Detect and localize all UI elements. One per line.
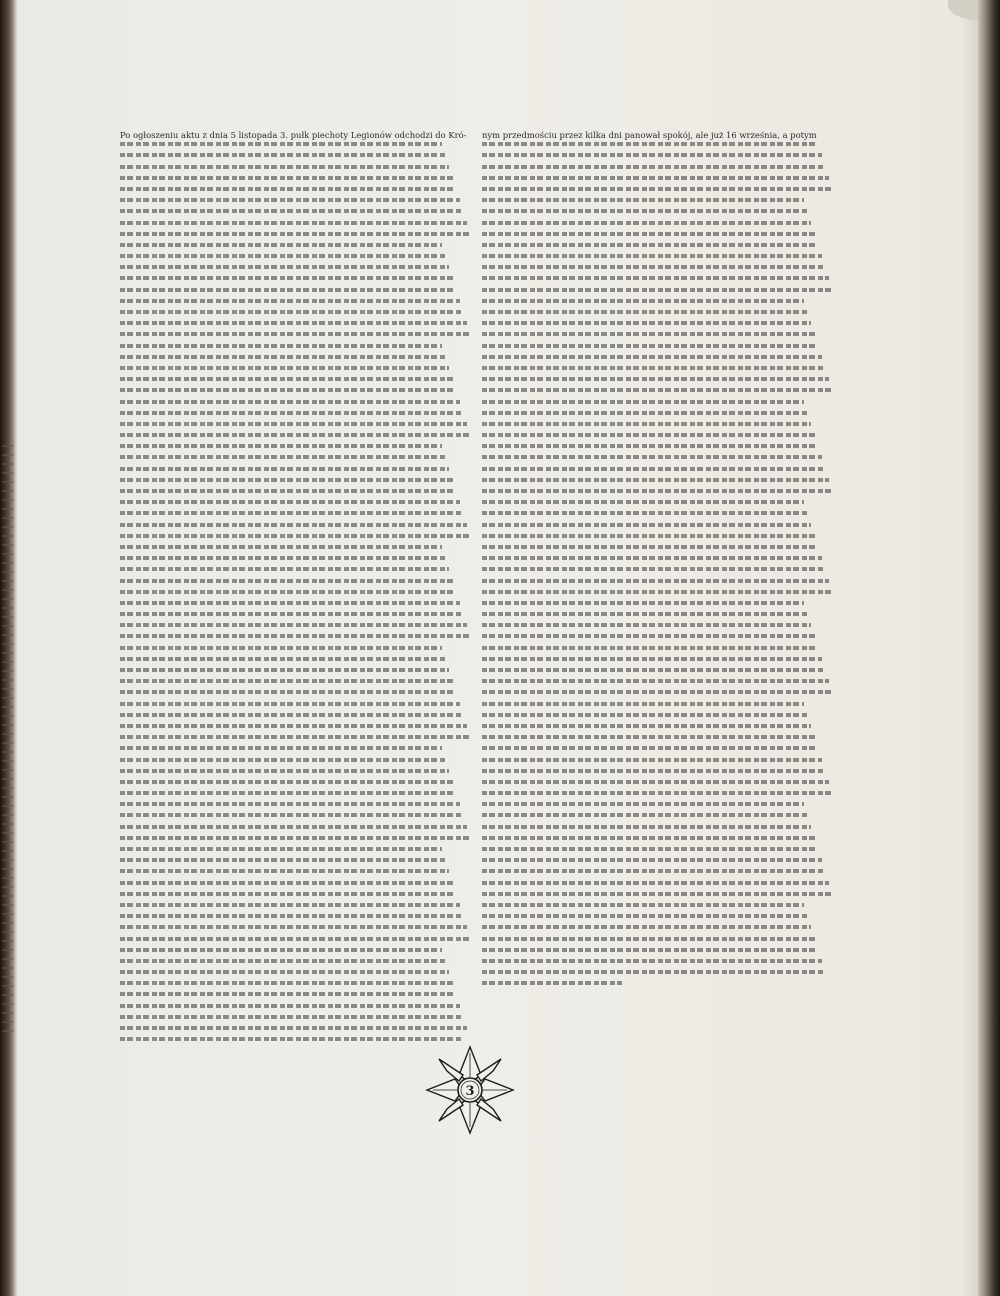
- text-line: [120, 813, 463, 817]
- text-line: [120, 612, 463, 616]
- text-line: [482, 500, 804, 504]
- text-line: [482, 332, 815, 336]
- text-line: [120, 1004, 460, 1008]
- text-line: [482, 847, 818, 851]
- text-line: [482, 400, 804, 404]
- text-line: [120, 690, 456, 694]
- text-line: [120, 590, 456, 594]
- text-line: [482, 702, 804, 706]
- column-first-line: nym przedmościu przez kilka dni panował spokój, ale już 16 września, a potym: [482, 130, 817, 140]
- text-column-right: [482, 130, 832, 992]
- text-line: [482, 690, 832, 694]
- text-line: [482, 802, 804, 806]
- text-line: [482, 288, 832, 292]
- text-line: [120, 937, 470, 941]
- text-line: [120, 858, 446, 862]
- text-line: [482, 254, 822, 258]
- text-line: [482, 937, 815, 941]
- text-line: [120, 914, 463, 918]
- text-line: [120, 467, 449, 471]
- text-line: [482, 746, 818, 750]
- text-line: [482, 478, 829, 482]
- text-line: [120, 366, 449, 370]
- text-line: [120, 288, 456, 292]
- text-line: [482, 299, 804, 303]
- text-line: [120, 411, 463, 415]
- text-line: [120, 332, 470, 336]
- text-line: [482, 511, 808, 515]
- text-line: [482, 959, 822, 963]
- text-line: [482, 735, 815, 739]
- text-line: [120, 355, 446, 359]
- text-line: [120, 1015, 463, 1019]
- text-line: [120, 791, 456, 795]
- text-line: [120, 243, 442, 247]
- text-line: [482, 858, 822, 862]
- text-line: [482, 232, 815, 236]
- text-line: [120, 276, 453, 280]
- text-line: [482, 433, 815, 437]
- text-line: [120, 545, 442, 549]
- text-line: [482, 679, 829, 683]
- text-line: [120, 903, 460, 907]
- text-line: [120, 299, 460, 303]
- text-line: [120, 500, 460, 504]
- text-line: [482, 411, 808, 415]
- text-line: [120, 265, 449, 269]
- text-line: [482, 467, 825, 471]
- adjacent-page-text-edge: [2, 445, 14, 1035]
- text-line: [120, 209, 463, 213]
- text-line: [482, 523, 811, 527]
- text-line: [482, 265, 825, 269]
- text-line: [482, 634, 815, 638]
- text-line: [120, 187, 456, 191]
- text-line: [482, 970, 825, 974]
- text-line: [120, 780, 453, 784]
- text-line: [482, 769, 825, 773]
- text-line: [120, 165, 449, 169]
- page-corner: [948, 0, 978, 20]
- text-line: [120, 881, 453, 885]
- text-line: [120, 455, 446, 459]
- text-line: [482, 579, 829, 583]
- text-line: [482, 590, 832, 594]
- column-text-lines: [120, 142, 470, 1041]
- text-line: [482, 612, 808, 616]
- text-line: [120, 724, 467, 728]
- text-line: [482, 444, 818, 448]
- text-line: [482, 243, 818, 247]
- text-line: [482, 176, 829, 180]
- text-line: [482, 836, 815, 840]
- text-line: [482, 780, 829, 784]
- text-line: [120, 198, 460, 202]
- text-line: [482, 713, 808, 717]
- text-line: [482, 165, 825, 169]
- text-line: [120, 400, 460, 404]
- text-line: [120, 422, 467, 426]
- text-line: [120, 646, 442, 650]
- text-line: [120, 746, 442, 750]
- text-line: [120, 769, 449, 773]
- text-line: [482, 187, 832, 191]
- text-line: [120, 825, 467, 829]
- text-line: [120, 992, 456, 996]
- text-line: [120, 601, 460, 605]
- text-line: [120, 478, 453, 482]
- text-line: [120, 433, 470, 437]
- text-line: [482, 209, 808, 213]
- text-line: [482, 881, 829, 885]
- badge-number: 3: [465, 1084, 475, 1099]
- text-line: [482, 903, 804, 907]
- text-line: [482, 791, 832, 795]
- text-line: [482, 892, 832, 896]
- text-line: [120, 176, 453, 180]
- text-line: [120, 869, 449, 873]
- text-line: [482, 276, 829, 280]
- text-line: [120, 925, 467, 929]
- text-line: [482, 489, 832, 493]
- text-line: [482, 534, 815, 538]
- text-line: [120, 444, 442, 448]
- text-line: [120, 679, 453, 683]
- text-line: [482, 355, 822, 359]
- page-edge: [978, 0, 1000, 1296]
- text-line: [120, 567, 449, 571]
- text-line: [120, 802, 460, 806]
- text-line: [482, 310, 808, 314]
- text-line: [482, 657, 822, 661]
- text-line: [120, 657, 446, 661]
- text-line: [120, 1037, 463, 1041]
- text-line: [120, 556, 446, 560]
- text-column-left: [120, 130, 470, 1048]
- text-line: [120, 948, 442, 952]
- text-line: [482, 813, 808, 817]
- text-line: [120, 534, 470, 538]
- text-line: [482, 422, 811, 426]
- text-line: [482, 321, 811, 325]
- text-line: [120, 959, 446, 963]
- text-line: [120, 970, 449, 974]
- text-line: [482, 545, 818, 549]
- text-line: [482, 724, 811, 728]
- text-line: [482, 601, 804, 605]
- text-line: [120, 321, 467, 325]
- text-line: [120, 489, 456, 493]
- text-line: [120, 668, 449, 672]
- text-line: [120, 634, 470, 638]
- text-line: [482, 925, 811, 929]
- text-line: [120, 713, 463, 717]
- text-line: [120, 523, 467, 527]
- text-line: [120, 153, 446, 157]
- text-line: [120, 221, 467, 225]
- text-line: [482, 556, 822, 560]
- text-line: [120, 142, 442, 146]
- text-line: [120, 702, 460, 706]
- text-line: [482, 981, 622, 985]
- text-line: [482, 825, 811, 829]
- text-line: [482, 646, 818, 650]
- text-line: [482, 153, 822, 157]
- text-line: [482, 198, 804, 202]
- text-line: [120, 836, 470, 840]
- text-line: [482, 455, 822, 459]
- text-line: [120, 981, 453, 985]
- text-line: [120, 892, 456, 896]
- text-line: [120, 388, 456, 392]
- text-line: [482, 344, 818, 348]
- text-line: [120, 758, 446, 762]
- text-line: [482, 623, 811, 627]
- text-line: [482, 758, 822, 762]
- text-line: [482, 377, 829, 381]
- text-line: [482, 567, 825, 571]
- text-line: [120, 344, 442, 348]
- text-line: [120, 735, 470, 739]
- column-text-lines: [482, 142, 832, 985]
- regimental-badge-icon: [425, 1045, 515, 1135]
- text-line: [482, 142, 818, 146]
- text-line: [120, 579, 453, 583]
- text-line: [120, 377, 453, 381]
- column-first-line: Po ogłoszeniu aktu z dnia 5 listopada 3. pułk piechoty Legionów odchodzi do Kró-: [120, 130, 467, 140]
- text-line: [120, 1026, 467, 1030]
- text-line: [120, 232, 470, 236]
- text-line: [482, 668, 825, 672]
- text-line: [120, 310, 463, 314]
- text-line: [482, 388, 832, 392]
- text-line: [120, 254, 446, 258]
- text-line: [482, 869, 825, 873]
- text-line: [120, 511, 463, 515]
- text-line: [482, 948, 818, 952]
- text-line: [482, 914, 808, 918]
- text-line: [120, 623, 467, 627]
- text-line: [120, 847, 442, 851]
- text-line: [482, 221, 811, 225]
- text-line: [482, 366, 825, 370]
